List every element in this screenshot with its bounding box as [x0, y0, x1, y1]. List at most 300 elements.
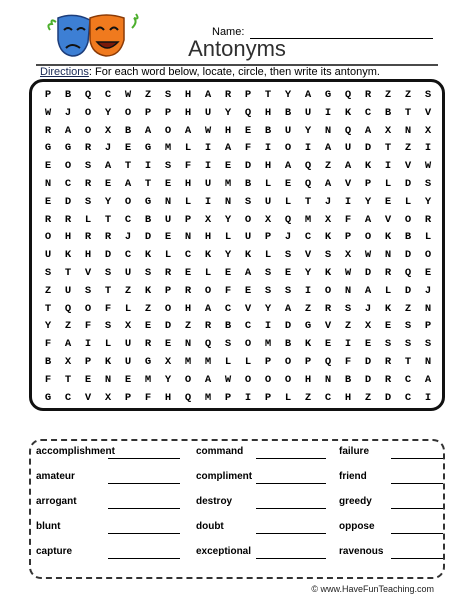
- grid-letter[interactable]: R: [364, 89, 372, 101]
- grid-letter[interactable]: U: [124, 338, 132, 351]
- grid-letter[interactable]: Y: [164, 373, 172, 386]
- grid-letter[interactable]: A: [364, 213, 372, 226]
- grid-letter[interactable]: V: [324, 320, 332, 333]
- grid-letter[interactable]: L: [184, 195, 192, 208]
- grid-letter[interactable]: E: [244, 284, 252, 297]
- grid-letter[interactable]: I: [384, 160, 392, 173]
- grid-letter[interactable]: E: [364, 338, 372, 351]
- grid-letter[interactable]: J: [64, 106, 72, 119]
- grid-letter[interactable]: B: [264, 124, 272, 137]
- grid-letter[interactable]: P: [344, 231, 352, 244]
- grid-letter[interactable]: O: [424, 249, 432, 262]
- grid-letter[interactable]: D: [404, 249, 412, 262]
- grid-letter[interactable]: A: [344, 160, 352, 173]
- grid-letter[interactable]: E: [384, 195, 392, 208]
- grid-letter[interactable]: C: [64, 391, 72, 404]
- grid-letter[interactable]: O: [64, 160, 72, 173]
- grid-letter[interactable]: Q: [64, 302, 72, 315]
- grid-letter[interactable]: F: [84, 320, 92, 333]
- grid-letter[interactable]: W: [364, 249, 372, 262]
- grid-letter[interactable]: E: [184, 266, 192, 279]
- grid-letter[interactable]: U: [244, 231, 252, 244]
- grid-letter[interactable]: O: [364, 231, 372, 244]
- grid-letter[interactable]: T: [124, 160, 132, 173]
- grid-letter[interactable]: E: [104, 177, 112, 190]
- grid-letter[interactable]: X: [64, 355, 72, 368]
- grid-letter[interactable]: U: [284, 124, 292, 137]
- grid-letter[interactable]: E: [164, 231, 172, 244]
- grid-letter[interactable]: O: [264, 373, 272, 386]
- grid-letter[interactable]: Y: [224, 213, 232, 226]
- grid-letter[interactable]: R: [224, 89, 232, 101]
- grid-letter[interactable]: B: [384, 106, 392, 119]
- grid-letter[interactable]: Y: [224, 106, 232, 119]
- grid-letter[interactable]: P: [224, 391, 232, 404]
- grid-letter[interactable]: O: [244, 338, 252, 351]
- grid-letter[interactable]: D: [244, 160, 252, 173]
- grid-letter[interactable]: T: [44, 302, 52, 315]
- grid-letter[interactable]: C: [104, 89, 112, 101]
- grid-letter[interactable]: W: [124, 89, 132, 101]
- grid-letter[interactable]: W: [344, 266, 352, 279]
- grid-letter[interactable]: B: [224, 320, 232, 333]
- grid-letter[interactable]: F: [184, 160, 192, 173]
- grid-letter[interactable]: I: [204, 160, 212, 173]
- antonym-answer-line[interactable]: [108, 458, 180, 459]
- grid-letter[interactable]: G: [144, 142, 152, 155]
- grid-letter[interactable]: C: [404, 373, 412, 386]
- grid-letter[interactable]: Z: [144, 302, 152, 315]
- grid-letter[interactable]: S: [384, 338, 392, 351]
- grid-letter[interactable]: J: [124, 231, 132, 244]
- grid-letter[interactable]: G: [44, 142, 52, 155]
- grid-letter[interactable]: M: [264, 338, 272, 351]
- grid-letter[interactable]: L: [284, 391, 292, 404]
- grid-letter[interactable]: R: [384, 373, 392, 386]
- grid-letter[interactable]: N: [344, 284, 352, 297]
- antonym-answer-line[interactable]: [108, 558, 180, 559]
- grid-letter[interactable]: P: [424, 320, 432, 333]
- grid-letter[interactable]: B: [404, 231, 412, 244]
- grid-letter[interactable]: K: [364, 160, 372, 173]
- grid-letter[interactable]: S: [84, 284, 92, 297]
- grid-letter[interactable]: A: [144, 124, 152, 137]
- grid-letter[interactable]: E: [324, 338, 332, 351]
- grid-letter[interactable]: Q: [284, 213, 292, 226]
- grid-letter[interactable]: I: [324, 106, 332, 119]
- grid-letter[interactable]: A: [64, 338, 72, 351]
- grid-letter[interactable]: Z: [384, 89, 392, 101]
- grid-letter[interactable]: P: [264, 231, 272, 244]
- grid-letter[interactable]: H: [304, 373, 312, 386]
- grid-letter[interactable]: K: [324, 266, 332, 279]
- grid-letter[interactable]: V: [344, 177, 352, 190]
- grid-letter[interactable]: D: [364, 266, 372, 279]
- grid-letter[interactable]: J: [324, 195, 332, 208]
- grid-letter[interactable]: E: [224, 266, 232, 279]
- grid-letter[interactable]: L: [204, 266, 212, 279]
- grid-letter[interactable]: S: [424, 89, 432, 101]
- grid-letter[interactable]: N: [104, 373, 112, 386]
- grid-letter[interactable]: R: [44, 124, 52, 137]
- grid-letter[interactable]: R: [324, 302, 332, 315]
- grid-letter[interactable]: H: [164, 391, 172, 404]
- grid-letter[interactable]: H: [204, 231, 212, 244]
- grid-letter[interactable]: Q: [184, 391, 192, 404]
- grid-letter[interactable]: Y: [104, 106, 112, 119]
- grid-letter[interactable]: U: [204, 177, 212, 190]
- grid-letter[interactable]: P: [244, 89, 252, 101]
- grid-letter[interactable]: N: [324, 124, 332, 137]
- grid-letter[interactable]: K: [244, 249, 252, 262]
- grid-letter[interactable]: L: [424, 231, 432, 244]
- grid-letter[interactable]: R: [84, 177, 92, 190]
- grid-letter[interactable]: S: [404, 320, 412, 333]
- grid-letter[interactable]: O: [284, 142, 292, 155]
- grid-letter[interactable]: B: [284, 338, 292, 351]
- grid-letter[interactable]: R: [424, 213, 432, 226]
- grid-letter[interactable]: E: [284, 266, 292, 279]
- grid-letter[interactable]: Z: [64, 320, 72, 333]
- grid-letter[interactable]: N: [404, 124, 412, 137]
- grid-letter[interactable]: X: [164, 355, 172, 368]
- grid-letter[interactable]: H: [184, 302, 192, 315]
- antonym-answer-line[interactable]: [391, 458, 443, 459]
- grid-letter[interactable]: Z: [44, 284, 52, 297]
- grid-letter[interactable]: N: [44, 177, 52, 190]
- grid-letter[interactable]: O: [164, 124, 172, 137]
- grid-letter[interactable]: K: [104, 355, 112, 368]
- grid-letter[interactable]: O: [124, 106, 132, 119]
- grid-letter[interactable]: S: [424, 177, 432, 190]
- grid-letter[interactable]: T: [384, 142, 392, 155]
- grid-letter[interactable]: F: [144, 391, 152, 404]
- grid-letter[interactable]: R: [84, 142, 92, 155]
- grid-letter[interactable]: A: [204, 302, 212, 315]
- grid-letter[interactable]: X: [104, 124, 112, 137]
- grid-letter[interactable]: P: [364, 177, 372, 190]
- antonym-answer-line[interactable]: [256, 458, 326, 459]
- grid-letter[interactable]: U: [264, 195, 272, 208]
- grid-letter[interactable]: B: [124, 124, 132, 137]
- grid-letter[interactable]: P: [264, 355, 272, 368]
- antonym-answer-line[interactable]: [108, 533, 180, 534]
- grid-letter[interactable]: S: [324, 249, 332, 262]
- grid-letter[interactable]: N: [184, 338, 192, 351]
- grid-letter[interactable]: R: [64, 213, 72, 226]
- grid-letter[interactable]: R: [144, 338, 152, 351]
- grid-letter[interactable]: S: [404, 338, 412, 351]
- grid-letter[interactable]: O: [204, 284, 212, 297]
- grid-letter[interactable]: X: [324, 213, 332, 226]
- grid-letter[interactable]: H: [184, 89, 192, 101]
- grid-letter[interactable]: Q: [244, 106, 252, 119]
- grid-letter[interactable]: T: [144, 177, 152, 190]
- grid-letter[interactable]: Q: [304, 160, 312, 173]
- word-search-grid[interactable]: [38, 87, 438, 407]
- grid-letter[interactable]: Q: [344, 124, 352, 137]
- grid-letter[interactable]: Q: [204, 338, 212, 351]
- grid-letter[interactable]: P: [184, 213, 192, 226]
- grid-letter[interactable]: X: [424, 124, 432, 137]
- grid-letter[interactable]: C: [124, 213, 132, 226]
- grid-letter[interactable]: O: [84, 106, 92, 119]
- grid-letter[interactable]: V: [84, 391, 92, 404]
- grid-letter[interactable]: Z: [364, 391, 372, 404]
- grid-letter[interactable]: I: [264, 142, 272, 155]
- grid-letter[interactable]: M: [184, 355, 192, 368]
- grid-letter[interactable]: R: [384, 266, 392, 279]
- grid-letter[interactable]: K: [204, 249, 212, 262]
- grid-letter[interactable]: R: [44, 213, 52, 226]
- grid-letter[interactable]: O: [284, 355, 292, 368]
- grid-letter[interactable]: A: [284, 160, 292, 173]
- grid-letter[interactable]: S: [224, 338, 232, 351]
- grid-letter[interactable]: X: [204, 213, 212, 226]
- grid-letter[interactable]: G: [144, 355, 152, 368]
- grid-letter[interactable]: S: [84, 160, 92, 173]
- grid-letter[interactable]: O: [244, 373, 252, 386]
- grid-letter[interactable]: R: [84, 231, 92, 244]
- grid-letter[interactable]: A: [364, 124, 372, 137]
- grid-letter[interactable]: Z: [404, 142, 412, 155]
- grid-letter[interactable]: K: [64, 249, 72, 262]
- grid-letter[interactable]: I: [304, 284, 312, 297]
- grid-letter[interactable]: O: [284, 373, 292, 386]
- grid-letter[interactable]: D: [164, 320, 172, 333]
- grid-letter[interactable]: Z: [344, 320, 352, 333]
- grid-letter[interactable]: J: [364, 302, 372, 315]
- grid-letter[interactable]: P: [144, 106, 152, 119]
- grid-letter[interactable]: A: [224, 142, 232, 155]
- grid-letter[interactable]: L: [384, 177, 392, 190]
- grid-letter[interactable]: Z: [404, 302, 412, 315]
- grid-letter[interactable]: P: [44, 89, 52, 101]
- grid-letter[interactable]: M: [304, 213, 312, 226]
- grid-letter[interactable]: Z: [324, 160, 332, 173]
- grid-letter[interactable]: F: [244, 142, 252, 155]
- grid-letter[interactable]: Z: [304, 391, 312, 404]
- grid-letter[interactable]: T: [104, 284, 112, 297]
- grid-letter[interactable]: I: [84, 338, 92, 351]
- antonym-answer-line[interactable]: [256, 558, 326, 559]
- grid-letter[interactable]: A: [204, 89, 212, 101]
- grid-letter[interactable]: F: [224, 284, 232, 297]
- grid-letter[interactable]: D: [144, 231, 152, 244]
- grid-letter[interactable]: W: [424, 160, 432, 173]
- grid-letter[interactable]: D: [364, 373, 372, 386]
- grid-letter[interactable]: D: [364, 355, 372, 368]
- grid-letter[interactable]: P: [164, 106, 172, 119]
- grid-letter[interactable]: X: [124, 320, 132, 333]
- grid-letter[interactable]: H: [264, 160, 272, 173]
- grid-letter[interactable]: Z: [404, 89, 412, 101]
- grid-letter[interactable]: Q: [404, 266, 412, 279]
- grid-letter[interactable]: V: [304, 249, 312, 262]
- grid-letter[interactable]: S: [264, 266, 272, 279]
- grid-letter[interactable]: C: [124, 249, 132, 262]
- grid-letter[interactable]: O: [164, 302, 172, 315]
- grid-letter[interactable]: W: [204, 124, 212, 137]
- grid-letter[interactable]: X: [364, 320, 372, 333]
- grid-letter[interactable]: P: [164, 284, 172, 297]
- grid-letter[interactable]: R: [204, 320, 212, 333]
- grid-letter[interactable]: Y: [424, 195, 432, 208]
- grid-letter[interactable]: E: [144, 320, 152, 333]
- grid-letter[interactable]: Y: [224, 249, 232, 262]
- grid-letter[interactable]: E: [384, 320, 392, 333]
- grid-letter[interactable]: B: [344, 373, 352, 386]
- grid-letter[interactable]: M: [164, 142, 172, 155]
- grid-letter[interactable]: P: [84, 355, 92, 368]
- grid-letter[interactable]: R: [104, 231, 112, 244]
- grid-letter[interactable]: E: [124, 142, 132, 155]
- grid-letter[interactable]: B: [44, 355, 52, 368]
- grid-letter[interactable]: Z: [304, 302, 312, 315]
- grid-letter[interactable]: L: [104, 338, 112, 351]
- grid-letter[interactable]: S: [84, 195, 92, 208]
- grid-letter[interactable]: J: [104, 142, 112, 155]
- grid-letter[interactable]: C: [64, 177, 72, 190]
- grid-letter[interactable]: O: [84, 302, 92, 315]
- grid-letter[interactable]: L: [224, 355, 232, 368]
- grid-letter[interactable]: E: [164, 177, 172, 190]
- grid-letter[interactable]: H: [184, 177, 192, 190]
- grid-letter[interactable]: C: [404, 391, 412, 404]
- grid-letter[interactable]: A: [284, 302, 292, 315]
- grid-letter[interactable]: U: [124, 355, 132, 368]
- grid-letter[interactable]: C: [304, 231, 312, 244]
- grid-letter[interactable]: T: [264, 89, 272, 101]
- grid-letter[interactable]: O: [184, 373, 192, 386]
- grid-letter[interactable]: A: [64, 124, 72, 137]
- grid-letter[interactable]: F: [44, 373, 52, 386]
- grid-letter[interactable]: D: [384, 391, 392, 404]
- grid-letter[interactable]: A: [104, 160, 112, 173]
- grid-letter[interactable]: K: [344, 106, 352, 119]
- grid-letter[interactable]: E: [164, 338, 172, 351]
- grid-letter[interactable]: I: [264, 320, 272, 333]
- grid-letter[interactable]: V: [384, 213, 392, 226]
- grid-letter[interactable]: J: [284, 231, 292, 244]
- grid-letter[interactable]: K: [144, 249, 152, 262]
- grid-letter[interactable]: A: [324, 142, 332, 155]
- grid-letter[interactable]: B: [144, 213, 152, 226]
- grid-letter[interactable]: N: [184, 231, 192, 244]
- antonym-answer-line[interactable]: [108, 483, 180, 484]
- grid-letter[interactable]: R: [164, 266, 172, 279]
- grid-letter[interactable]: X: [344, 249, 352, 262]
- grid-letter[interactable]: Z: [144, 89, 152, 101]
- grid-letter[interactable]: Q: [304, 177, 312, 190]
- grid-letter[interactable]: T: [104, 213, 112, 226]
- grid-letter[interactable]: T: [64, 266, 72, 279]
- grid-letter[interactable]: L: [284, 195, 292, 208]
- grid-letter[interactable]: M: [204, 355, 212, 368]
- grid-letter[interactable]: E: [244, 124, 252, 137]
- grid-letter[interactable]: A: [364, 284, 372, 297]
- grid-letter[interactable]: U: [304, 106, 312, 119]
- grid-letter[interactable]: D: [284, 320, 292, 333]
- grid-letter[interactable]: Y: [264, 302, 272, 315]
- grid-letter[interactable]: E: [84, 373, 92, 386]
- grid-letter[interactable]: I: [344, 338, 352, 351]
- grid-letter[interactable]: L: [384, 284, 392, 297]
- grid-letter[interactable]: C: [244, 320, 252, 333]
- grid-letter[interactable]: F: [44, 338, 52, 351]
- grid-letter[interactable]: Z: [124, 284, 132, 297]
- grid-letter[interactable]: L: [244, 355, 252, 368]
- grid-letter[interactable]: W: [44, 106, 52, 119]
- grid-letter[interactable]: B: [284, 106, 292, 119]
- grid-letter[interactable]: O: [244, 213, 252, 226]
- grid-letter[interactable]: L: [264, 249, 272, 262]
- grid-letter[interactable]: O: [44, 231, 52, 244]
- antonym-answer-line[interactable]: [256, 508, 326, 509]
- grid-letter[interactable]: S: [284, 249, 292, 262]
- grid-letter[interactable]: F: [344, 355, 352, 368]
- grid-letter[interactable]: A: [124, 177, 132, 190]
- grid-letter[interactable]: P: [304, 355, 312, 368]
- grid-letter[interactable]: L: [84, 213, 92, 226]
- grid-letter[interactable]: Q: [324, 355, 332, 368]
- grid-letter[interactable]: D: [404, 284, 412, 297]
- grid-letter[interactable]: E: [284, 177, 292, 190]
- grid-letter[interactable]: I: [424, 391, 432, 404]
- grid-letter[interactable]: X: [384, 124, 392, 137]
- grid-letter[interactable]: I: [424, 142, 432, 155]
- grid-letter[interactable]: G: [144, 195, 152, 208]
- grid-letter[interactable]: J: [424, 284, 432, 297]
- grid-letter[interactable]: N: [224, 195, 232, 208]
- grid-letter[interactable]: S: [44, 266, 52, 279]
- grid-letter[interactable]: Y: [44, 320, 52, 333]
- grid-letter[interactable]: O: [324, 284, 332, 297]
- grid-letter[interactable]: G: [304, 320, 312, 333]
- grid-letter[interactable]: A: [324, 177, 332, 190]
- grid-letter[interactable]: E: [424, 266, 432, 279]
- grid-letter[interactable]: N: [384, 249, 392, 262]
- grid-letter[interactable]: L: [224, 231, 232, 244]
- grid-letter[interactable]: Y: [104, 195, 112, 208]
- grid-letter[interactable]: I: [344, 195, 352, 208]
- grid-letter[interactable]: A: [244, 266, 252, 279]
- grid-letter[interactable]: M: [204, 391, 212, 404]
- grid-letter[interactable]: A: [184, 124, 192, 137]
- grid-letter[interactable]: S: [424, 338, 432, 351]
- grid-letter[interactable]: G: [64, 142, 72, 155]
- grid-letter[interactable]: U: [124, 266, 132, 279]
- grid-letter[interactable]: U: [44, 249, 52, 262]
- grid-letter[interactable]: Y: [364, 195, 372, 208]
- grid-letter[interactable]: Y: [304, 266, 312, 279]
- antonym-answer-line[interactable]: [391, 558, 443, 559]
- grid-letter[interactable]: U: [64, 284, 72, 297]
- antonym-answer-line[interactable]: [391, 533, 443, 534]
- grid-letter[interactable]: S: [144, 266, 152, 279]
- grid-letter[interactable]: Q: [344, 89, 352, 101]
- grid-letter[interactable]: A: [304, 89, 312, 101]
- grid-letter[interactable]: U: [204, 106, 212, 119]
- grid-letter[interactable]: V: [424, 106, 432, 119]
- grid-letter[interactable]: R: [184, 284, 192, 297]
- grid-letter[interactable]: X: [104, 391, 112, 404]
- grid-letter[interactable]: O: [404, 213, 412, 226]
- grid-letter[interactable]: O: [124, 195, 132, 208]
- grid-letter[interactable]: I: [204, 195, 212, 208]
- grid-letter[interactable]: S: [244, 195, 252, 208]
- grid-letter[interactable]: C: [184, 249, 192, 262]
